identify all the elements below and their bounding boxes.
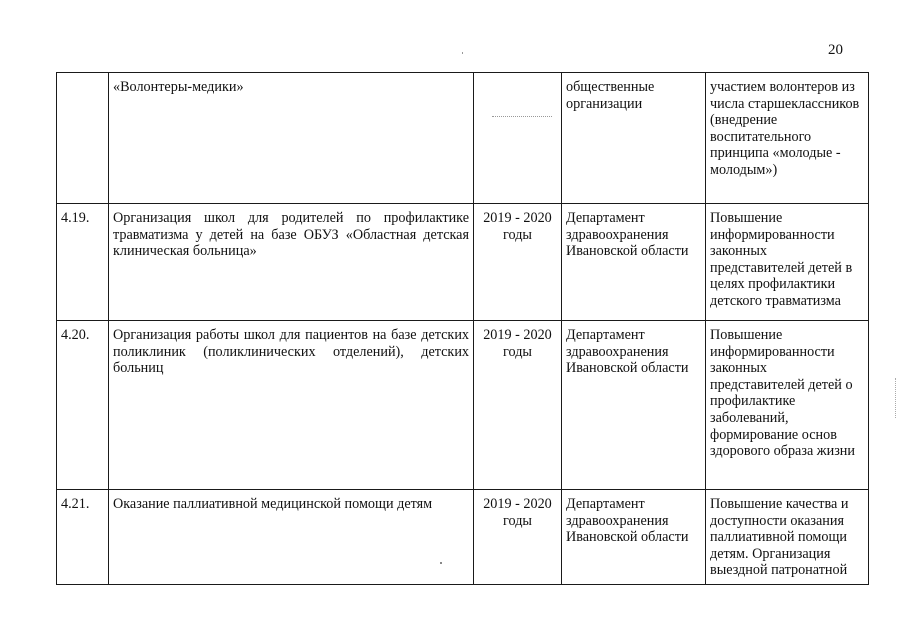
executor-cell: общественные организации [562, 73, 706, 204]
item-number: 4.19. [57, 204, 109, 321]
result-cell: Повышение информированности законных представителей детей о профилактике заболеваний, формирование основ здорового образа жизни [706, 321, 869, 490]
action-description: Организация школ для родителей по профилактике травматизма у детей на базе ОБУЗ «Областная детская клиническая больница» [109, 204, 474, 321]
period-cell: 2019 - 2020 годы [474, 204, 562, 321]
result-cell: участием волонтеров из числа старшеклассников (внедрение воспитательного принципа «молодые - молодым») [706, 73, 869, 204]
period-cell: 2019 - 2020 годы [474, 490, 562, 585]
action-plan-table [56, 72, 869, 585]
table-row [57, 490, 869, 585]
executor-cell: Департамент здравоохранения Ивановской области [562, 321, 706, 490]
table-row [57, 73, 869, 204]
action-description: «Волонтеры-медики» [109, 73, 474, 204]
action-description: Оказание паллиативной медицинской помощи детям [109, 490, 474, 585]
scan-artifact [895, 378, 900, 418]
result-cell: Повышение информированности законных представителей детей в целях профилактики детского травматизма [706, 204, 869, 321]
item-number: 4.21. [57, 490, 109, 585]
result-cell: Повышение качества и доступности оказания паллиативной помощи детям. Организация выездной патронатной [706, 490, 869, 585]
item-number [57, 73, 109, 204]
period-cell: 2019 - 2020 годы [474, 321, 562, 490]
executor-cell: Департамент здравоохранения Ивановской области [562, 204, 706, 321]
executor-cell: Департамент здравоохранения Ивановской области [562, 490, 706, 585]
action-description: Организация работы школ для пациентов на базе детских поликлиник (поликлинических отделений), детских больниц [109, 321, 474, 490]
table-row [57, 321, 869, 490]
page-number: 20 [828, 42, 843, 58]
period-cell [474, 73, 562, 204]
table-row [57, 204, 869, 321]
item-number: 4.20. [57, 321, 109, 490]
scan-artifact [462, 52, 463, 54]
